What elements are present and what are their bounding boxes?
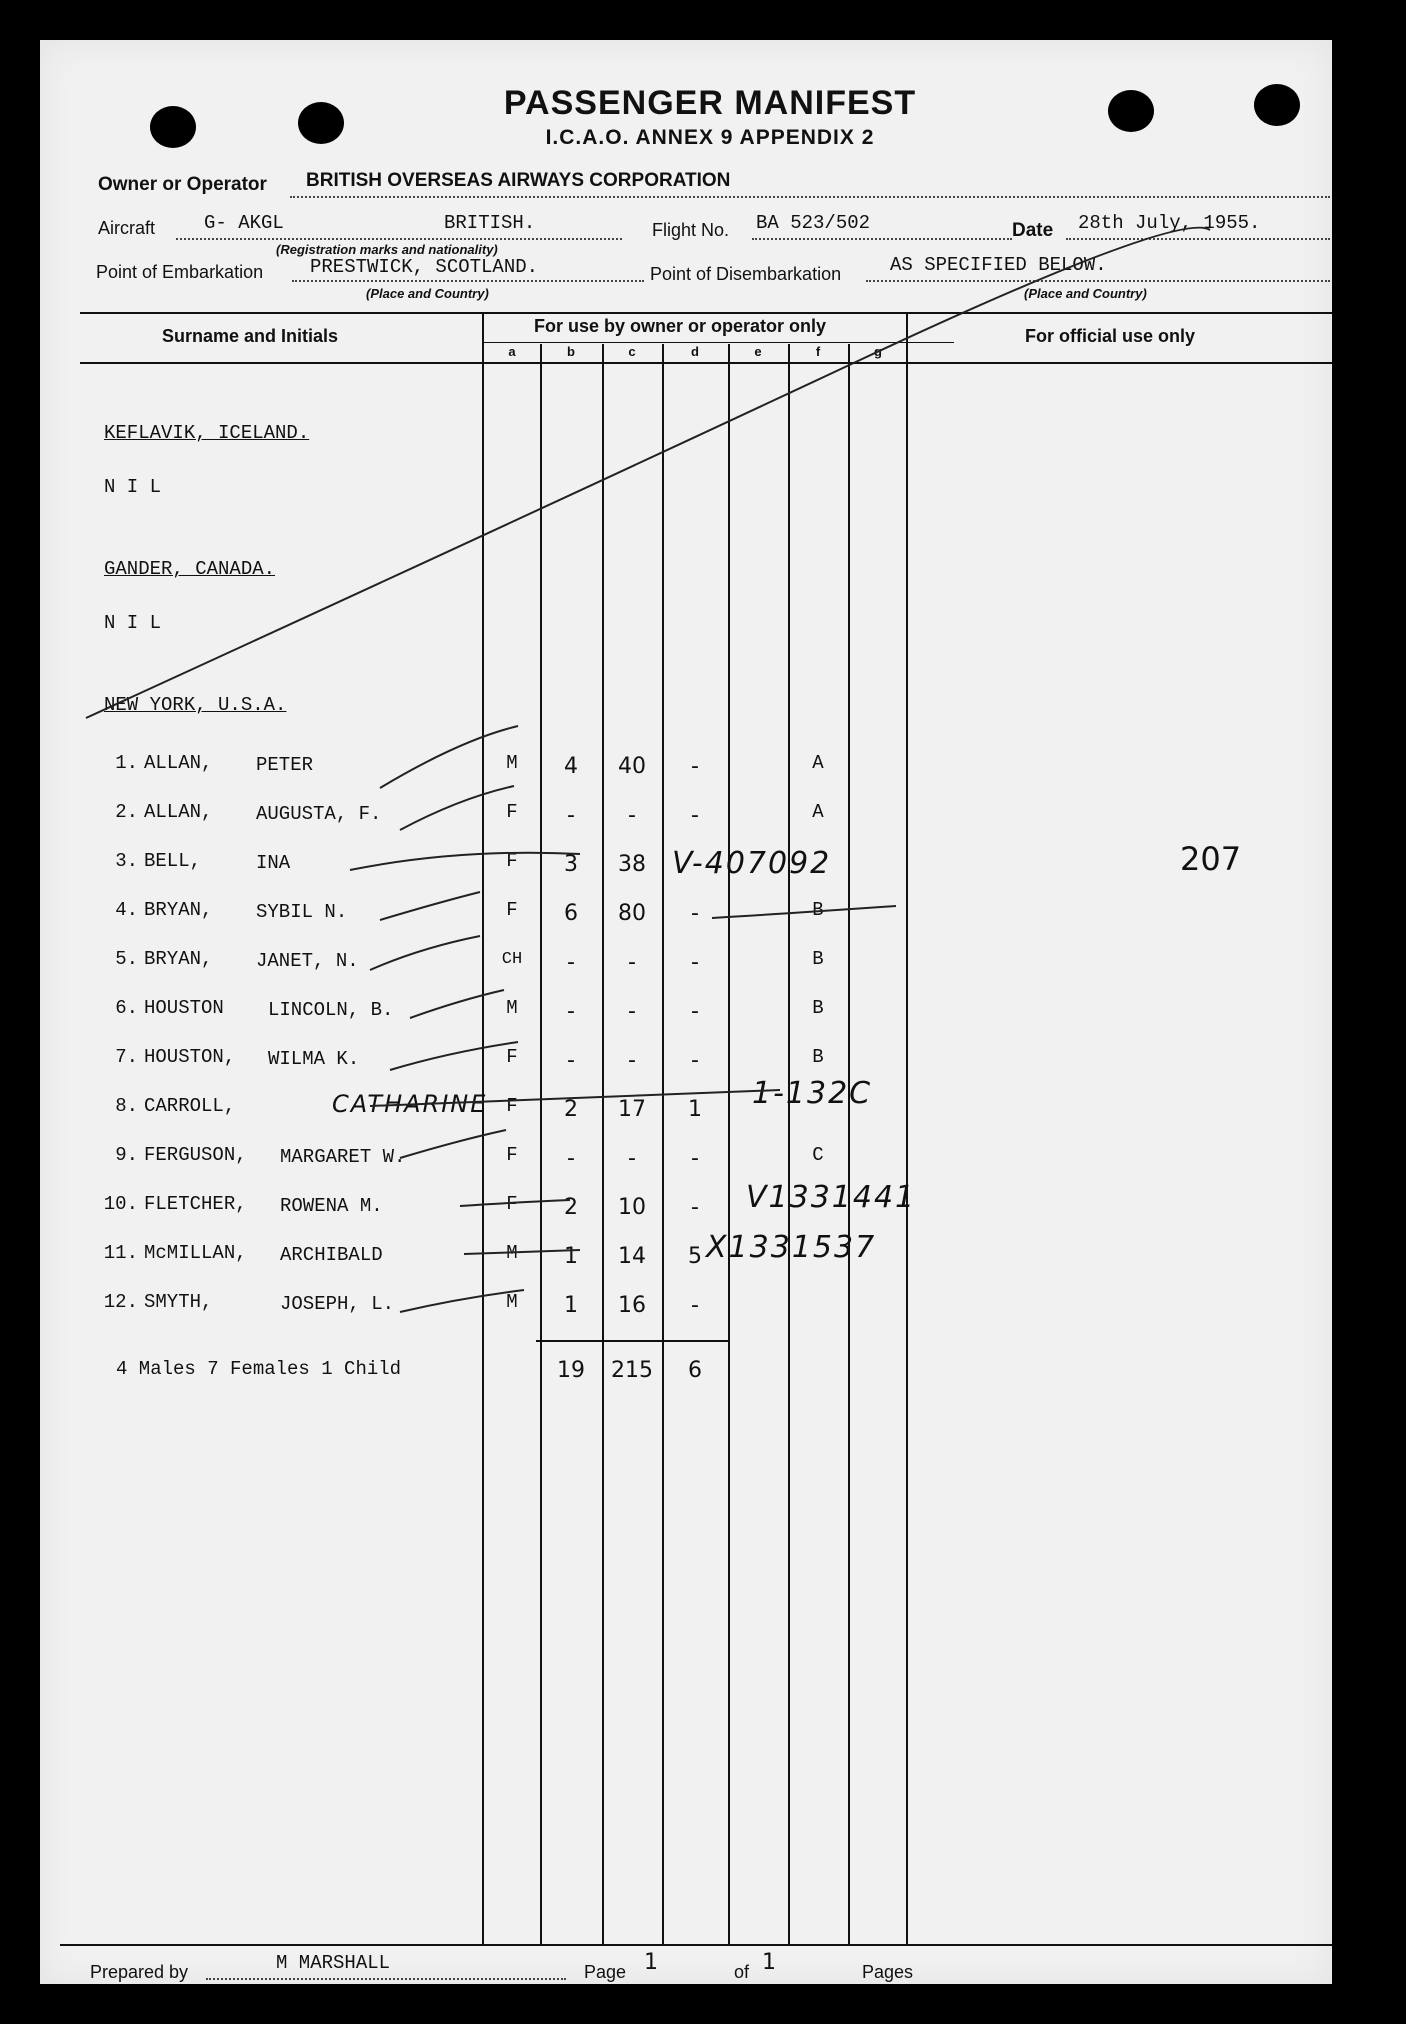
passenger-handwritten-note: 1-132C	[752, 1076, 873, 1111]
prepared-by-label: Prepared by	[90, 1962, 189, 1982]
passenger-number: 4.	[115, 899, 138, 921]
passenger-surname: FLETCHER,	[144, 1193, 247, 1215]
passenger-col-a: F	[506, 1095, 518, 1117]
passenger-number: 7.	[115, 1046, 138, 1068]
table-top-border	[80, 312, 1332, 314]
passenger-surname: CARROLL,	[144, 1095, 236, 1117]
passenger-col-d: -	[691, 950, 699, 975]
passenger-col-b: -	[567, 999, 575, 1024]
passenger-number: 9.	[115, 1144, 138, 1166]
passenger-col-d: -	[691, 1293, 699, 1318]
passenger-number: 10.	[103, 1193, 138, 1215]
passenger-col-d: -	[691, 754, 699, 779]
passenger-col-a: F	[506, 1193, 518, 1215]
flight-dotted-line	[752, 238, 1012, 240]
totals-rule	[536, 1340, 728, 1342]
passenger-surname: HOUSTON	[144, 997, 224, 1019]
embarkation-label: Point of Embarkation	[96, 262, 264, 282]
passenger-col-b: 1	[564, 1293, 578, 1318]
check-mark	[380, 892, 480, 920]
passenger-col-c: 16	[618, 1293, 646, 1318]
passenger-col-a: M	[506, 1242, 518, 1264]
passenger-col-b: 6	[564, 901, 578, 926]
total-col-b: 19	[557, 1358, 585, 1383]
page-subtitle: I.C.A.O. ANNEX 9 APPENDIX 2	[545, 126, 875, 149]
passenger-col-d: -	[691, 803, 699, 828]
subcol-a: a	[508, 344, 516, 359]
passenger-col-f: A	[812, 752, 824, 774]
col-name-header: Surname and Initials	[161, 326, 339, 346]
passenger-number: 6.	[115, 997, 138, 1019]
passenger-col-b: 3	[564, 852, 578, 877]
passenger-col-a: M	[506, 1291, 518, 1313]
punch-hole	[150, 106, 196, 148]
passenger-number: 3.	[115, 850, 138, 872]
total-pages: 1	[762, 1950, 776, 1975]
col-rule	[540, 344, 542, 1944]
passenger-given-name: CATHARINE	[332, 1090, 488, 1118]
passenger-col-c: 10	[618, 1195, 646, 1220]
passenger-col-a: F	[506, 801, 518, 823]
disembarkation-label: Point of Disembarkation	[650, 264, 842, 284]
table-header-bottom-border	[80, 362, 1332, 364]
passenger-col-f: B	[812, 997, 824, 1019]
col-rule	[482, 312, 484, 1944]
passenger-surname: ALLAN,	[144, 801, 213, 823]
pages-label: Pages	[862, 1962, 914, 1982]
aircraft-label: Aircraft	[98, 218, 156, 238]
section-gander-note: N I L	[104, 612, 162, 634]
prepared-by-value: M MARSHALL	[276, 1952, 391, 1974]
passenger-col-d: 5	[688, 1244, 702, 1269]
passenger-col-a: M	[506, 997, 518, 1019]
passenger-col-b: 2	[564, 1195, 578, 1220]
passenger-col-a: F	[506, 850, 518, 872]
passenger-number: 5.	[115, 948, 138, 970]
passenger-col-b: -	[567, 950, 575, 975]
passenger-given-name: JOSEPH, L.	[280, 1293, 395, 1315]
punch-hole	[1108, 90, 1154, 132]
passenger-col-b: 2	[564, 1097, 578, 1122]
flight-label: Flight No.	[652, 220, 730, 240]
diagonal-cross-out-line	[86, 228, 1210, 718]
punch-hole	[1254, 84, 1300, 126]
col-rule	[906, 312, 908, 1944]
passenger-surname: HOUSTON,	[144, 1046, 236, 1068]
passenger-col-b: 1	[564, 1244, 578, 1269]
col-official-header: For official use only	[1024, 326, 1196, 346]
aircraft-dotted-line	[176, 238, 622, 240]
passenger-given-name: WILMA K.	[268, 1048, 360, 1070]
subcol-e: e	[754, 344, 762, 359]
passenger-col-f: B	[812, 1046, 824, 1068]
place-note-right: (Place and Country)	[1024, 286, 1147, 301]
passenger-given-name: LINCOLN, B.	[268, 999, 394, 1021]
col-rule	[728, 344, 730, 1944]
owner-label: Owner or Operator	[98, 174, 267, 195]
passenger-col-a: CH	[501, 950, 523, 969]
date-value: 28th July, 1955.	[1078, 212, 1261, 234]
passenger-col-b: 4	[564, 754, 578, 779]
passenger-col-c: 14	[618, 1244, 646, 1269]
summary-label: 4 Males 7 Females 1 Child	[116, 1358, 402, 1380]
passenger-col-c: 80	[618, 901, 646, 926]
passenger-col-a: M	[506, 752, 518, 774]
passenger-col-f: B	[812, 948, 824, 970]
passenger-given-name: ROWENA M.	[280, 1195, 383, 1217]
date-dotted-line	[1066, 238, 1330, 240]
passenger-col-c: -	[628, 1048, 636, 1073]
passenger-number: 11.	[103, 1242, 138, 1264]
passenger-col-c: 40	[618, 754, 646, 779]
page-title: PASSENGER MANIFEST	[503, 84, 917, 122]
registration-note: (Registration marks and nationality)	[276, 242, 498, 257]
of-label: of	[734, 1962, 750, 1982]
passenger-number: 1.	[115, 752, 138, 774]
official-mark: 207	[1180, 840, 1242, 878]
subcol-g: g	[874, 344, 882, 359]
check-mark	[370, 936, 480, 970]
passenger-col-d: -	[691, 999, 699, 1024]
passenger-given-name: SYBIL N.	[256, 901, 348, 923]
passenger-col-c: -	[628, 999, 636, 1024]
subcol-c: c	[628, 344, 636, 359]
passenger-given-name: MARGARET W.	[280, 1146, 406, 1168]
embarkation-value: PRESTWICK, SCOTLAND.	[310, 256, 539, 278]
passenger-col-d: 1	[688, 1097, 702, 1122]
passenger-col-c: 17	[618, 1097, 646, 1122]
passenger-col-b: -	[567, 1146, 575, 1171]
place-note-left: (Place and Country)	[366, 286, 489, 301]
col-owner-header: For use by owner or operator only	[533, 316, 827, 336]
section-keflavik: KEFLAVIK, ICELAND.	[104, 422, 310, 444]
passenger-surname: SMYTH,	[144, 1291, 213, 1313]
passenger-surname: BELL,	[144, 850, 202, 872]
col-rule	[662, 344, 664, 1944]
punch-hole	[298, 102, 344, 144]
subcol-f: f	[815, 344, 821, 359]
passenger-col-f: B	[812, 899, 824, 921]
passenger-col-d: -	[691, 1195, 699, 1220]
passenger-col-f: C	[812, 1144, 824, 1166]
passenger-col-b: -	[567, 1048, 575, 1073]
passenger-number: 2.	[115, 801, 138, 823]
aircraft-registration: G- AKGL	[204, 212, 284, 234]
total-col-c: 215	[611, 1358, 653, 1383]
flight-number: BA 523/502	[756, 212, 871, 234]
col-rule	[602, 344, 604, 1944]
owner-dotted-line	[290, 196, 1330, 198]
passenger-handwritten-note: V-407092	[672, 846, 832, 881]
passenger-col-c: 38	[618, 852, 646, 877]
passenger-col-d: -	[691, 1048, 699, 1073]
subcol-d: d	[691, 344, 699, 359]
passenger-col-b: -	[567, 803, 575, 828]
passenger-surname: BRYAN,	[144, 899, 213, 921]
footer-top-border	[60, 1944, 1332, 1946]
date-label: Date	[1012, 220, 1054, 241]
page-label: Page	[584, 1962, 627, 1982]
passenger-given-name: ARCHIBALD	[280, 1244, 383, 1266]
subcol-b: b	[567, 344, 575, 359]
manifest-sheet	[40, 40, 1332, 1984]
passenger-given-name: PETER	[256, 754, 314, 776]
section-gander: GANDER, CANADA.	[104, 558, 276, 580]
passenger-handwritten-note: V1331441	[746, 1180, 917, 1215]
col-rule	[848, 344, 850, 1944]
passenger-col-c: -	[628, 803, 636, 828]
passenger-col-c: -	[628, 950, 636, 975]
owner-subheader-divider	[484, 342, 954, 343]
passenger-surname: ALLAN,	[144, 752, 213, 774]
passenger-given-name: AUGUSTA, F.	[256, 803, 382, 825]
passenger-col-d: -	[691, 901, 699, 926]
passenger-col-f: A	[812, 801, 824, 823]
passenger-number: 12.	[103, 1291, 138, 1313]
passenger-col-a: F	[506, 899, 518, 921]
passenger-surname: FERGUSON,	[144, 1144, 247, 1166]
passenger-number: 8.	[115, 1095, 138, 1117]
section-new-york: NEW YORK, U.S.A.	[104, 694, 287, 716]
passenger-handwritten-note: X1331537	[706, 1230, 877, 1265]
embarkation-dotted-line	[292, 280, 644, 282]
aircraft-nationality: BRITISH.	[444, 212, 536, 234]
passenger-surname: McMILLAN,	[144, 1242, 247, 1264]
owner-value: BRITISH OVERSEAS AIRWAYS CORPORATION	[306, 170, 731, 191]
passenger-surname: BRYAN,	[144, 948, 213, 970]
disembarkation-dotted-line	[866, 280, 1330, 282]
section-keflavik-note: N I L	[104, 476, 162, 498]
passenger-given-name: JANET, N.	[256, 950, 359, 972]
total-col-d: 6	[688, 1358, 702, 1383]
passenger-col-a: F	[506, 1046, 518, 1068]
disembarkation-value: AS SPECIFIED BELOW.	[890, 254, 1107, 276]
passenger-col-d: -	[691, 1146, 699, 1171]
passenger-col-a: F	[506, 1144, 518, 1166]
page-number: 1	[644, 1950, 658, 1975]
prepared-by-dotted-line	[206, 1978, 566, 1980]
passenger-col-c: -	[628, 1146, 636, 1171]
passenger-given-name: INA	[256, 852, 291, 874]
